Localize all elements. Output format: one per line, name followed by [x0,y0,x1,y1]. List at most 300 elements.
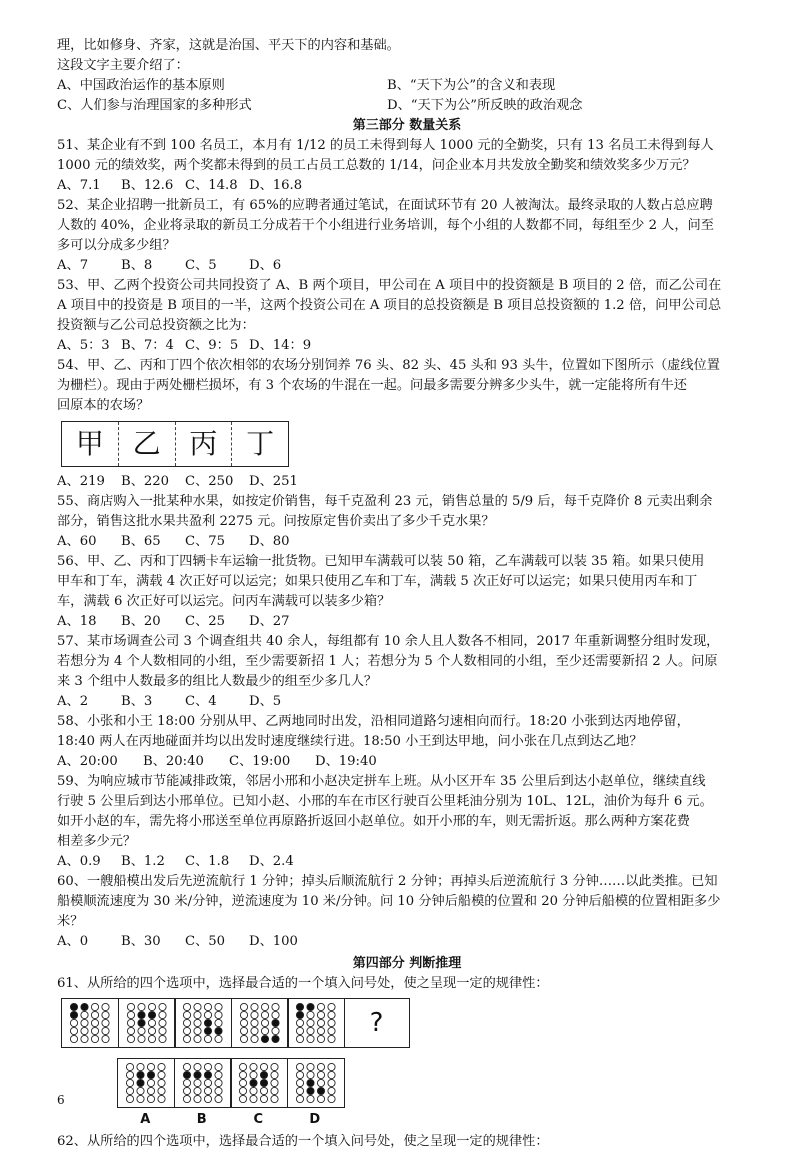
empty-dot [250,1019,257,1026]
empty-dot [214,1071,221,1078]
empty-dot [327,1079,334,1086]
empty-dot [147,1095,154,1102]
empty-dot [183,1079,190,1086]
filled-dot [261,1035,268,1042]
empty-dot [137,1035,144,1042]
dot-grid [237,1062,281,1104]
q59-text-line: 59、为响应城市节能减排政策，邻居小邢和小赵决定拼车上班。从小区开车 35 公里后到达小赵单位，继续直线 [57,774,706,789]
answer-option: C、14.8 [185,178,238,193]
q54-options [57,472,757,492]
answer-option: B、1.2 [121,854,165,869]
empty-dot [328,1035,335,1042]
empty-dot [102,1019,109,1026]
empty-dot [240,1011,247,1018]
empty-dot [183,1027,190,1034]
empty-dot [158,1087,165,1094]
empty-dot [215,1035,222,1042]
empty-dot [91,1011,98,1018]
empty-dot [271,1027,278,1034]
empty-dot [126,1095,133,1102]
dot-grid [181,1062,225,1104]
empty-dot [158,1019,165,1026]
dot-grid [181,1002,225,1044]
q59-options [57,852,757,872]
empty-dot [158,1071,165,1078]
empty-dot [317,1027,324,1034]
empty-dot [91,1027,98,1034]
filled-dot [193,1071,200,1078]
dot-grid [68,1002,112,1044]
empty-dot [317,1019,324,1026]
empty-dot [81,1035,88,1042]
empty-dot [158,1095,165,1102]
empty-dot [327,1063,334,1070]
empty-dot [271,1079,278,1086]
empty-dot [327,1071,334,1078]
q52-text-line: 多可以分成多少组？ [57,238,176,253]
empty-dot [296,1019,303,1026]
answer-option: C、50 [185,934,226,949]
empty-dot [328,1011,335,1018]
empty-dot [183,1087,190,1094]
empty-dot [250,1011,257,1018]
q56-text-line: 甲车和丁车，满载 4 次正好可以运完；如果只使用乙车和丁车，满载 5 次正好可以运完；如果只使用丙车和丁 [57,574,698,589]
q60-text-line: 米？ [57,914,84,929]
dot-grid [294,1062,338,1104]
empty-dot [239,1079,246,1086]
answer-option: C、250 [185,474,234,489]
answer-option: B、220 [121,474,170,489]
q51-options [57,176,757,196]
filled-dot [204,1027,211,1034]
q59-text-line: 行驶 5 公里后到达小邢单位。已知小赵、小邢的车在市区行驶百公里耗油分别为 10L、12L，油价为每升 6 元。 [57,794,713,809]
answer-option: A、219 [57,474,105,489]
section-4-title: 第四部分 判断推理 [352,956,462,971]
answer-option: C、1.8 [185,854,230,869]
q56-text-line: 车，满载 6 次正好可以运完。问丙车满载可以装多少箱？ [57,594,391,609]
filled-dot [137,1079,144,1086]
answer-option: D、100 [249,934,298,949]
empty-dot [317,1011,324,1018]
option-a: A、中国政治运作的基本原则 [57,78,225,93]
empty-dot [183,1063,190,1070]
empty-dot [158,1079,165,1086]
answer-option: C、75 [185,534,226,549]
filled-dot [260,1071,267,1078]
q55-text-line: 部分，销售这批水果共盈利 2275 元。问按原定售价卖出了多少千克水果？ [57,514,495,529]
figure-option [230,1058,287,1130]
filled-dot [183,1071,190,1078]
farm-cell: 丁 [246,427,275,460]
answer-option: A、2 [57,694,89,709]
empty-dot [250,1071,257,1078]
answer-option: D、2.4 [249,854,294,869]
empty-dot [271,1095,278,1102]
answer-option: D、19:40 [315,754,377,769]
q55-text-line: 55、商店购入一批某种水果，如按定价销售，每千克盈利 23 元，销售总量的 5/9 后，每千克降价 8 元卖出剩余 [57,494,713,509]
empty-dot [158,1027,165,1034]
farm-cell: 乙 [119,422,176,466]
filled-dot [137,1019,144,1026]
empty-dot [240,1003,247,1010]
empty-dot [306,1095,313,1102]
empty-dot [126,1087,133,1094]
filled-dot [317,1087,324,1094]
q55-options [57,532,757,552]
filled-dot [306,1087,313,1094]
q53-text-line: 投资额与乙公司总投资额之比为： [57,318,255,333]
empty-dot [250,1035,257,1042]
empty-dot [327,1095,334,1102]
empty-dot [91,1035,98,1042]
empty-dot [193,1087,200,1094]
answer-option: D、251 [249,474,298,489]
dot-grid [294,1002,338,1044]
answer-option: A、60 [57,534,97,549]
empty-dot [127,1011,134,1018]
answer-option: D、5 [249,694,282,709]
empty-dot [126,1063,133,1070]
option-d: D、“天下为公”所反映的政治观念 [387,98,583,113]
option-cell [117,1058,175,1108]
answer-option: A、0.9 [57,854,101,869]
empty-dot [194,1003,201,1010]
answer-option: B、8 [121,258,153,273]
empty-dot [215,1011,222,1018]
empty-dot [194,1035,201,1042]
dot-grid [125,1002,169,1044]
empty-dot [137,1063,144,1070]
q53-options [57,336,757,356]
empty-dot [250,1003,257,1010]
empty-dot [240,1027,247,1034]
empty-dot [204,1087,211,1094]
questions-list [57,136,757,952]
q60-text-line: 船模顺流速度为 30 米/分钟，逆流速度为 10 米/分钟。问 10 分钟后船模的位置和 20 分钟后船模的位置相距多少 [57,894,721,909]
filled-dot [137,1011,144,1018]
q57-text-line: 若想分为 4 个人数相同的小组，至少需要新招 1 人；若想分为 5 个人数相同的小组，至少还需要新招 2 人。问原 [57,654,718,669]
empty-dot [296,1035,303,1042]
empty-dot [250,1095,257,1102]
empty-dot [137,1087,144,1094]
answer-option: A、18 [57,614,97,629]
empty-dot [91,1003,98,1010]
empty-dot [127,1035,134,1042]
option-cell [230,1058,288,1108]
answer-option: C、25 [185,614,226,629]
empty-dot [194,1027,201,1034]
empty-dot [81,1011,88,1018]
empty-dot [214,1087,221,1094]
empty-dot [260,1087,267,1094]
q57-text-line: 来 3 个组中人数最多的组比人数最少的组至少多几人？ [57,674,378,689]
empty-dot [183,1003,190,1010]
empty-dot [183,1011,190,1018]
empty-dot [271,1071,278,1078]
empty-dot [317,1003,324,1010]
empty-dot [240,1035,247,1042]
empty-dot [204,1095,211,1102]
empty-dot [147,1087,154,1094]
empty-dot [158,1003,165,1010]
empty-dot [317,1079,324,1086]
document-page [57,36,757,1152]
answer-option: B、20:40 [143,754,204,769]
intro-options-2 [57,96,757,116]
empty-dot [306,1063,313,1070]
filled-dot [250,1079,257,1086]
empty-dot [250,1063,257,1070]
q61-text: 61、从所给的四个选项中，选择最合适的一个填入问号处，使之呈现一定的规律性： [57,976,549,991]
q58-text-line: 58、小张和小王 18:00 分别从甲、乙两地同时出发，沿相同道路匀速相向而行。18:20 小张到达丙地停留， [57,714,690,729]
q53-text-line: 53、甲、乙两个投资公司共同投资了 A、B 两个项目，甲公司在 A 项目中的投资额是 B 项目的 2 倍，而乙公司在 [57,278,722,293]
answer-option: C、4 [185,694,217,709]
answer-option: B、20 [121,614,161,629]
empty-dot [261,1019,268,1026]
empty-dot [102,1035,109,1042]
filled-dot [296,1011,303,1018]
q53-text-line: A 项目中的投资是 B 项目的一半，这两个投资公司在 A 项目的总投资额是 B 项目总投资额的 1.2 倍，问甲公司总 [57,298,722,313]
farm-diagram [61,421,289,467]
filled-dot [81,1003,88,1010]
empty-dot [183,1019,190,1026]
option-letter: A [140,1112,151,1127]
empty-dot [296,1095,303,1102]
empty-dot [296,1087,303,1094]
farm-cell: 甲 [62,422,119,466]
empty-dot [204,1011,211,1018]
filled-dot [306,1079,313,1086]
empty-dot [193,1095,200,1102]
empty-dot [327,1087,334,1094]
question-mark-cell: ? [344,998,410,1048]
empty-dot [148,1019,155,1026]
empty-dot [307,1011,314,1018]
answer-option: D、16.8 [249,178,303,193]
option-letter: B [196,1112,207,1127]
empty-dot [148,1027,155,1034]
q61-options [117,1058,757,1130]
option-letter: D [309,1112,321,1127]
sequence-cell [61,998,119,1048]
answer-option: A、7.1 [57,178,101,193]
empty-dot [194,1019,201,1026]
q54-text-line: 回原本的农场？ [57,398,150,413]
empty-dot [147,1063,154,1070]
empty-dot [317,1063,324,1070]
answer-option: B、12.6 [121,178,174,193]
empty-dot [70,1019,77,1026]
answer-option: D、6 [249,258,282,273]
q52-options [57,256,757,276]
answer-option: C、5 [185,258,217,273]
option-c: C、人们参与治理国家的多种形式 [57,98,252,113]
answer-option: B、30 [121,934,161,949]
answer-option: D、14：9 [249,338,312,353]
filled-dot [307,1003,314,1010]
q56-text-line: 56、甲、乙、丙和丁四辆卡车运输一批货物。已知甲车满载可以装 50 箱，乙车满载可以装 35 箱。如果只使用 [57,554,705,569]
q59-text-line: 如开小赵的车，需先将小邢送至单位再原路折返回小赵单位。如开小邢的车，则无需折返。那么两种方案花费 [57,814,690,829]
filled-dot [147,1071,154,1078]
empty-dot [215,1019,222,1026]
empty-dot [158,1035,165,1042]
empty-dot [271,1003,278,1010]
empty-dot [204,1079,211,1086]
answer-option: A、5：3 [57,338,110,353]
empty-dot [271,1087,278,1094]
empty-dot [261,1011,268,1018]
answer-option: A、20:00 [57,754,118,769]
empty-dot [204,1003,211,1010]
empty-dot [102,1027,109,1034]
empty-dot [328,1027,335,1034]
empty-dot [215,1003,222,1010]
empty-dot [204,1063,211,1070]
q56-options [57,612,757,632]
q57-options [57,692,757,712]
q51-text-line: 1000 元的绩效奖，两个奖都未得到的员工占员工总数的 1/14，问企业本月共发放全勤奖和绩效奖多少万元？ [57,158,696,173]
filled-dot [215,1027,222,1034]
filled-dot [137,1071,144,1078]
empty-dot [317,1035,324,1042]
filled-dot [204,1071,211,1078]
empty-dot [81,1027,88,1034]
filled-dot [296,1003,303,1010]
filled-dot [204,1019,211,1026]
empty-dot [271,1011,278,1018]
empty-dot [127,1027,134,1034]
filled-dot [148,1011,155,1018]
dot-grid [124,1062,168,1104]
empty-dot [183,1035,190,1042]
empty-dot [307,1027,314,1034]
empty-dot [147,1079,154,1086]
empty-dot [127,1019,134,1026]
empty-dot [126,1079,133,1086]
option-cell [174,1058,232,1108]
empty-dot [296,1063,303,1070]
empty-dot [158,1063,165,1070]
empty-dot [102,1003,109,1010]
empty-dot [91,1019,98,1026]
empty-dot [194,1011,201,1018]
sequence-cell [287,998,345,1048]
empty-dot [296,1027,303,1034]
empty-dot [261,1003,268,1010]
empty-dot [239,1095,246,1102]
option-b: B、“天下为公”的含义和表现 [387,78,556,93]
q54-text-line: 54、甲、乙、丙和丁四个依次相邻的农场分别饲养 76 头、82 头、45 头和 93 头牛，位置如下图所示（虚线位置 [57,358,720,373]
filled-dot [70,1011,77,1018]
empty-dot [306,1071,313,1078]
empty-dot [328,1003,335,1010]
q60-options [57,932,757,952]
empty-dot [250,1087,257,1094]
empty-dot [260,1063,267,1070]
empty-dot [296,1071,303,1078]
empty-dot [307,1019,314,1026]
sequence-cell [118,998,176,1048]
q58-options [57,752,757,772]
empty-dot [183,1095,190,1102]
empty-dot [158,1011,165,1018]
empty-dot [137,1095,144,1102]
figure-option [174,1058,231,1130]
answer-option: C、19:00 [229,754,291,769]
answer-option: C、9：5 [185,338,239,353]
figure-option [287,1058,344,1130]
q58-text-line: 18:40 两人在丙地碰面并均以出发时速度继续行进。18:50 小王到达甲地，问小张在几点到达乙地？ [57,734,643,749]
empty-dot [137,1003,144,1010]
empty-dot [239,1071,246,1078]
empty-dot [296,1079,303,1086]
empty-dot [317,1071,324,1078]
empty-dot [70,1027,77,1034]
empty-dot [328,1019,335,1026]
q57-text-line: 57、某市场调查公司 3 个调查组共 40 余人，每组都有 10 余人且人数各不相同，2017 年重新调整分组时发现， [57,634,720,649]
option-cell [287,1058,345,1108]
empty-dot [102,1011,109,1018]
q52-text-line: 52、某企业招聘一批新员工，有 65%的应聘者通过笔试，在面试环节有 20 人被淘汰。最终录取的人数占总应聘 [57,198,713,213]
answer-option: B、7：4 [121,338,174,353]
filled-dot [271,1035,278,1042]
empty-dot [81,1019,88,1026]
q61-sequence [61,998,757,1048]
empty-dot [148,1003,155,1010]
empty-dot [260,1095,267,1102]
empty-dot [261,1027,268,1034]
empty-dot [239,1087,246,1094]
figure-option [117,1058,174,1130]
farm-cell: 丙 [176,422,233,466]
intro-options [57,76,757,96]
dot-grid [238,1002,282,1044]
empty-dot [240,1019,247,1026]
empty-dot [307,1035,314,1042]
empty-dot [126,1071,133,1078]
page-number: 6 [57,1093,65,1107]
sequence-cell [174,998,232,1048]
empty-dot [204,1035,211,1042]
empty-dot [214,1063,221,1070]
answer-option: B、3 [121,694,153,709]
empty-dot [127,1003,134,1010]
option-letter: C [253,1112,264,1127]
q52-text-line: 人数的 40%，企业将录取的新员工分成若干个小组进行业务培训，每个小组的人数都不同，每组至少 2 人，问至 [57,218,714,233]
section-3-title: 第三部分 数量关系 [352,118,462,133]
answer-option: D、80 [249,534,290,549]
empty-dot [214,1079,221,1086]
answer-option: B、65 [121,534,161,549]
sequence-cell [231,998,289,1048]
answer-option: A、0 [57,934,89,949]
empty-dot [193,1079,200,1086]
filled-dot [70,1003,77,1010]
empty-dot [239,1063,246,1070]
empty-dot [250,1027,257,1034]
q60-text-line: 60、一艘船模出发后先逆流航行 1 分钟；掉头后顺流航行 2 分钟；再掉头后逆流航行 3 分钟……以此类推。已知 [57,874,718,889]
empty-dot [214,1095,221,1102]
q62-text: 62、从所给的四个选项中，选择最合适的一个填入问号处，使之呈现一定的规律性： [57,1134,549,1149]
answer-option: A、7 [57,258,89,273]
intro-line-1: 理，比如修身、齐家，这就是治国、平天下的内容和基础。 [57,38,400,53]
filled-dot [271,1019,278,1026]
q59-text-line: 相差多少元？ [57,834,137,849]
empty-dot [271,1063,278,1070]
empty-dot [193,1063,200,1070]
filled-dot [260,1079,267,1086]
empty-dot [148,1035,155,1042]
